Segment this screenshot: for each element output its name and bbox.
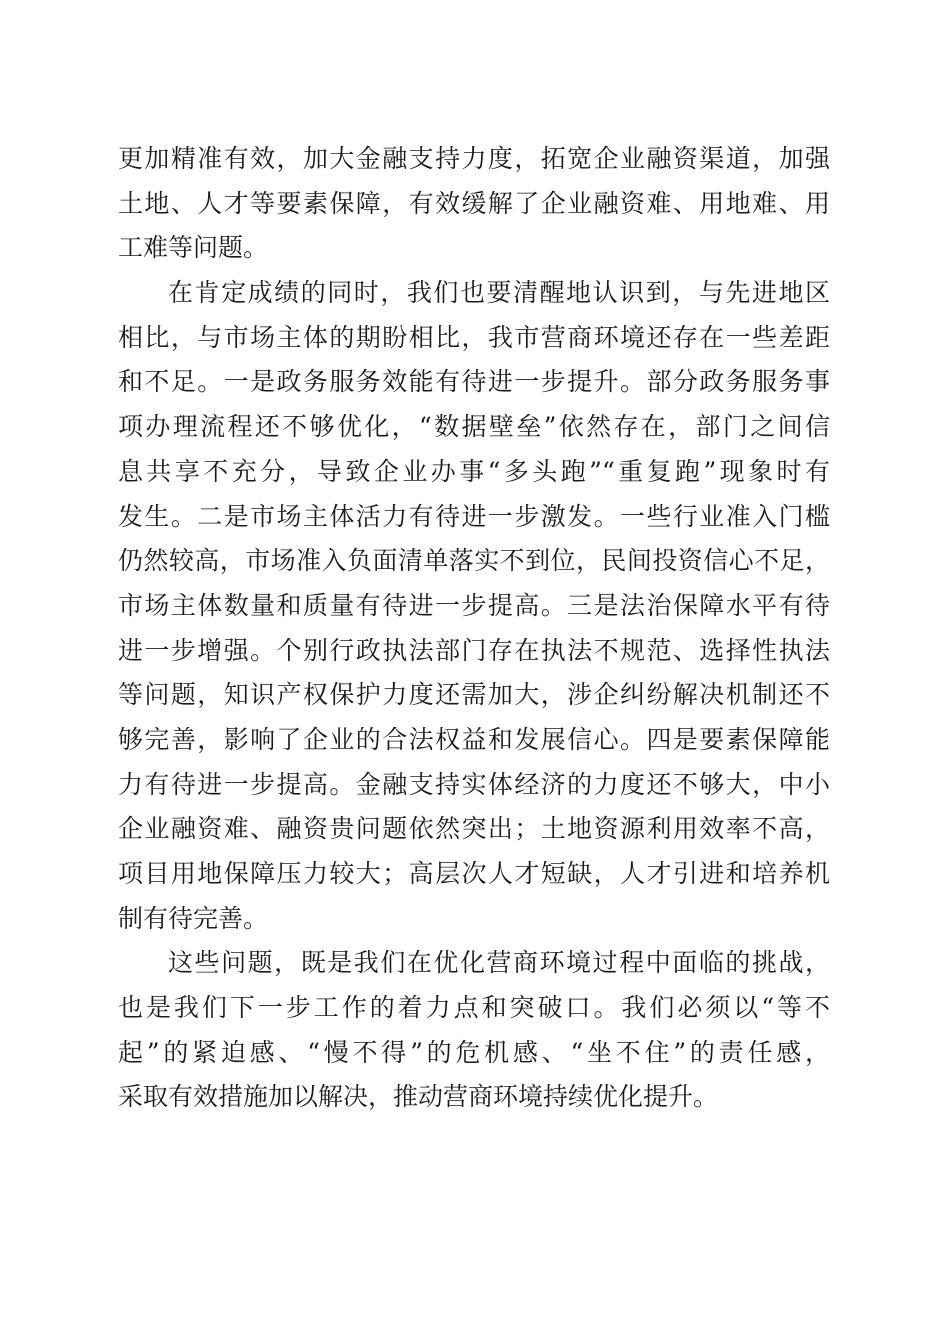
text-line: 工难等问题。 [118,233,269,263]
text-line: 项办理流程还不够优化，“数据壁垒”依然存在，部门之间信 [118,412,830,442]
text-line: 和不足。一是政务服务效能有待进一步提升。部分政务服务事 [118,367,830,397]
text-line: 市场主体数量和质量有待进一步提高。三是法治保障水平有待 [118,590,830,620]
text-line: 力有待进一步提高。金融支持实体经济的力度还不够大，中小 [118,769,830,799]
text-line: 仍然较高，市场准入负面清单落实不到位，民间投资信心不足， [118,546,830,576]
text-line: 制有待完善。 [118,903,269,933]
text-line: 在肯定成绩的同时，我们也要清醒地认识到，与先进地区 [168,278,830,308]
paragraph-3 [118,941,830,1120]
paragraph-2 [118,271,830,941]
text-line: 进一步增强。个别行政执法部门存在执法不规范、选择性执法 [118,635,830,665]
text-line: 项目用地保障压力较大；高层次人才短缺，人才引进和培养机 [118,859,830,888]
text-line: 企业融资难、融资贵问题依然突出；土地资源利用效率不高， [118,814,830,844]
text-line: 也是我们下一步工作的着力点和突破口。我们必须以“等不 [118,993,830,1023]
text-line: 发生。二是市场主体活力有待进一步激发。一些行业准入门槛 [118,501,830,531]
text-line: 这些问题，既是我们在优化营商环境过程中面临的挑战， [168,948,830,978]
text-line: 相比，与市场主体的期盼相比，我市营商环境还存在一些差距 [118,322,830,352]
text-line: 够完善，影响了企业的合法权益和发展信心。四是要素保障能 [118,724,830,754]
text-line: 采取有效措施加以解决，推动营商环境持续优化提升。 [118,1082,719,1112]
text-line: 等问题，知识产权保护力度还需加大，涉企纠纷解决机制还不 [118,680,830,710]
text-line: 息共享不充分，导致企业办事“多头跑”“重复跑”现象时有 [118,456,830,486]
text-line: 更加精准有效，加大金融支持力度，拓宽企业融资渠道，加强 [118,144,830,173]
text-line: 起”的紧迫感、“慢不得”的危机感、“坐不住”的责任感， [118,1037,830,1067]
text-line: 土地、人才等要素保障，有效缓解了企业融资难、用地难、用 [118,188,830,218]
paragraph-1 [118,137,830,271]
document-body [118,137,830,1120]
